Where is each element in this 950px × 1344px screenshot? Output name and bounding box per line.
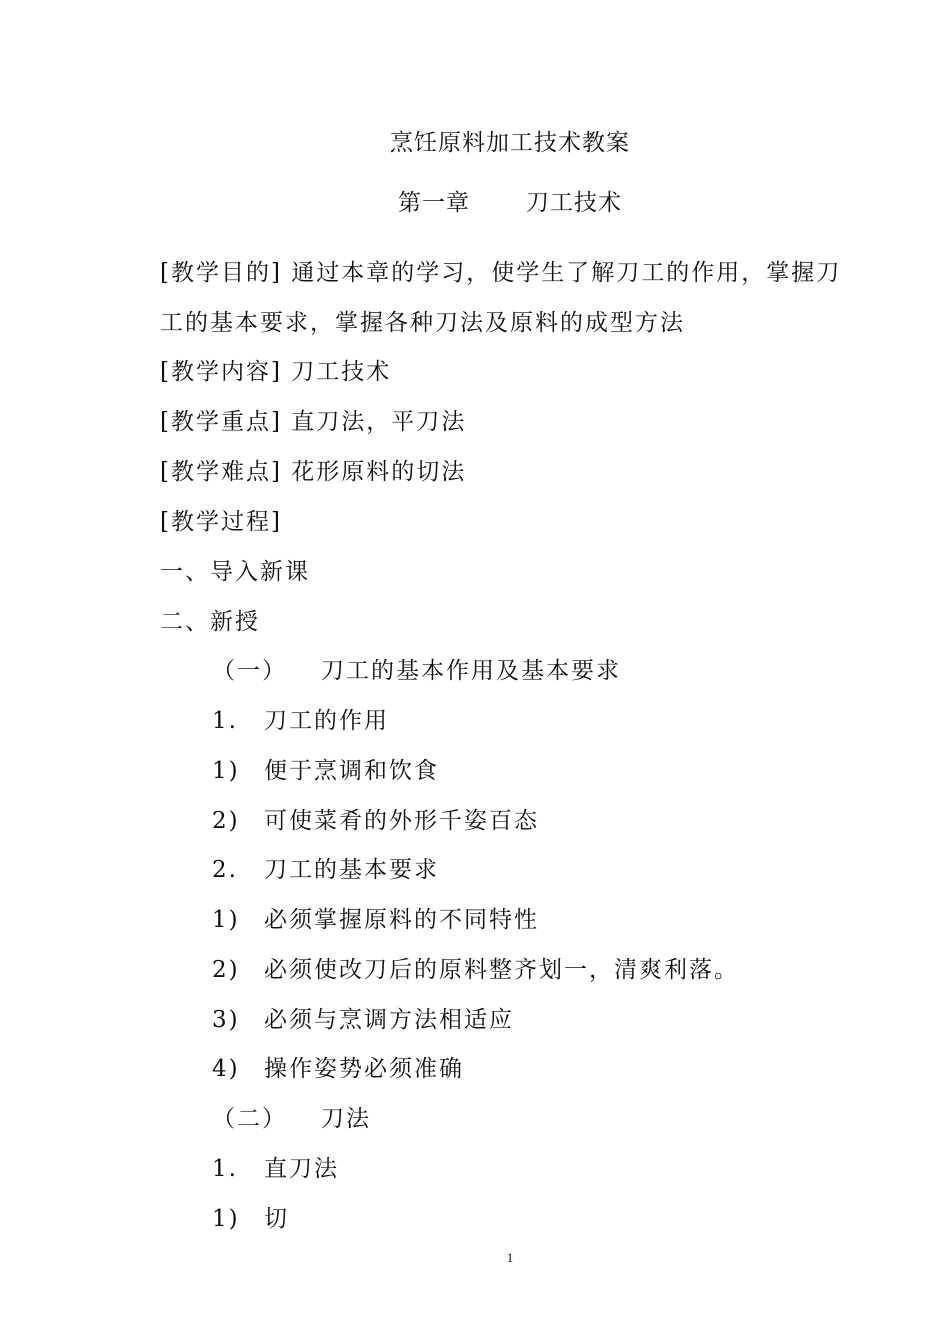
list-item [212,1054,464,1084]
section-number: （二） [212,1106,287,1132]
item-number: 1. [212,1156,238,1182]
item-text: 必须使改刀后的原料整齐划一，清爽利落。 [264,957,739,983]
item-text: 刀工的作用 [264,708,389,734]
chapter-name: 刀工技术 [526,190,622,216]
list-item [212,955,739,985]
chapter-heading [0,184,950,217]
item-number: 1) [212,758,240,784]
item-text: 便于烹调和饮食 [264,758,439,784]
section-title: 刀法 [321,1106,371,1132]
section-heading-2 [212,1104,371,1134]
teaching-purpose-line-1: [教学目的] 通过本章的学习，使学生了解刀工的作用，掌握刀 [160,260,842,286]
section-title: 刀工的基本作用及基本要求 [321,658,621,684]
step-new-lesson: 二、新授 [160,609,260,635]
list-item [212,1154,339,1184]
teaching-purpose-line-2: 工的基本要求，掌握各种刀法及原料的成型方法 [160,310,685,336]
item-text: 操作姿势必须准确 [264,1056,464,1082]
list-item [212,806,539,836]
item-text: 必须掌握原料的不同特性 [264,907,539,933]
item-number: 1) [212,1206,240,1232]
teaching-process: [教学过程] [160,509,282,535]
item-number: 1) [212,907,240,933]
list-item [212,1204,289,1234]
item-text: 刀工的基本要求 [264,857,439,883]
item-number: 2. [212,857,238,883]
item-number: 3) [212,1007,240,1033]
list-item [212,1005,514,1035]
list-item [212,855,439,885]
list-item [212,706,389,736]
section-number: （一） [212,658,287,684]
teaching-key-points: [教学重点] 直刀法，平刀法 [160,409,467,435]
item-number: 2) [212,957,240,983]
item-number: 1. [212,708,238,734]
step-intro: 一、导入新课 [160,559,310,585]
section-heading-1 [212,656,621,686]
chapter-number: 第一章 [398,190,470,216]
item-text: 可使菜肴的外形千姿百态 [264,808,539,834]
document-title: 烹饪原料加工技术教案 [390,130,630,156]
teaching-difficulties: [教学难点] 花形原料的切法 [160,459,467,485]
item-number: 2) [212,808,240,834]
page-number: 1 [506,1250,514,1265]
teaching-content: [教学内容] 刀工技术 [160,359,392,385]
item-text: 切 [264,1206,289,1232]
item-number: 4) [212,1056,240,1082]
item-text: 必须与烹调方法相适应 [264,1007,514,1033]
item-text: 直刀法 [264,1156,339,1182]
list-item [212,905,539,935]
list-item [212,756,439,786]
